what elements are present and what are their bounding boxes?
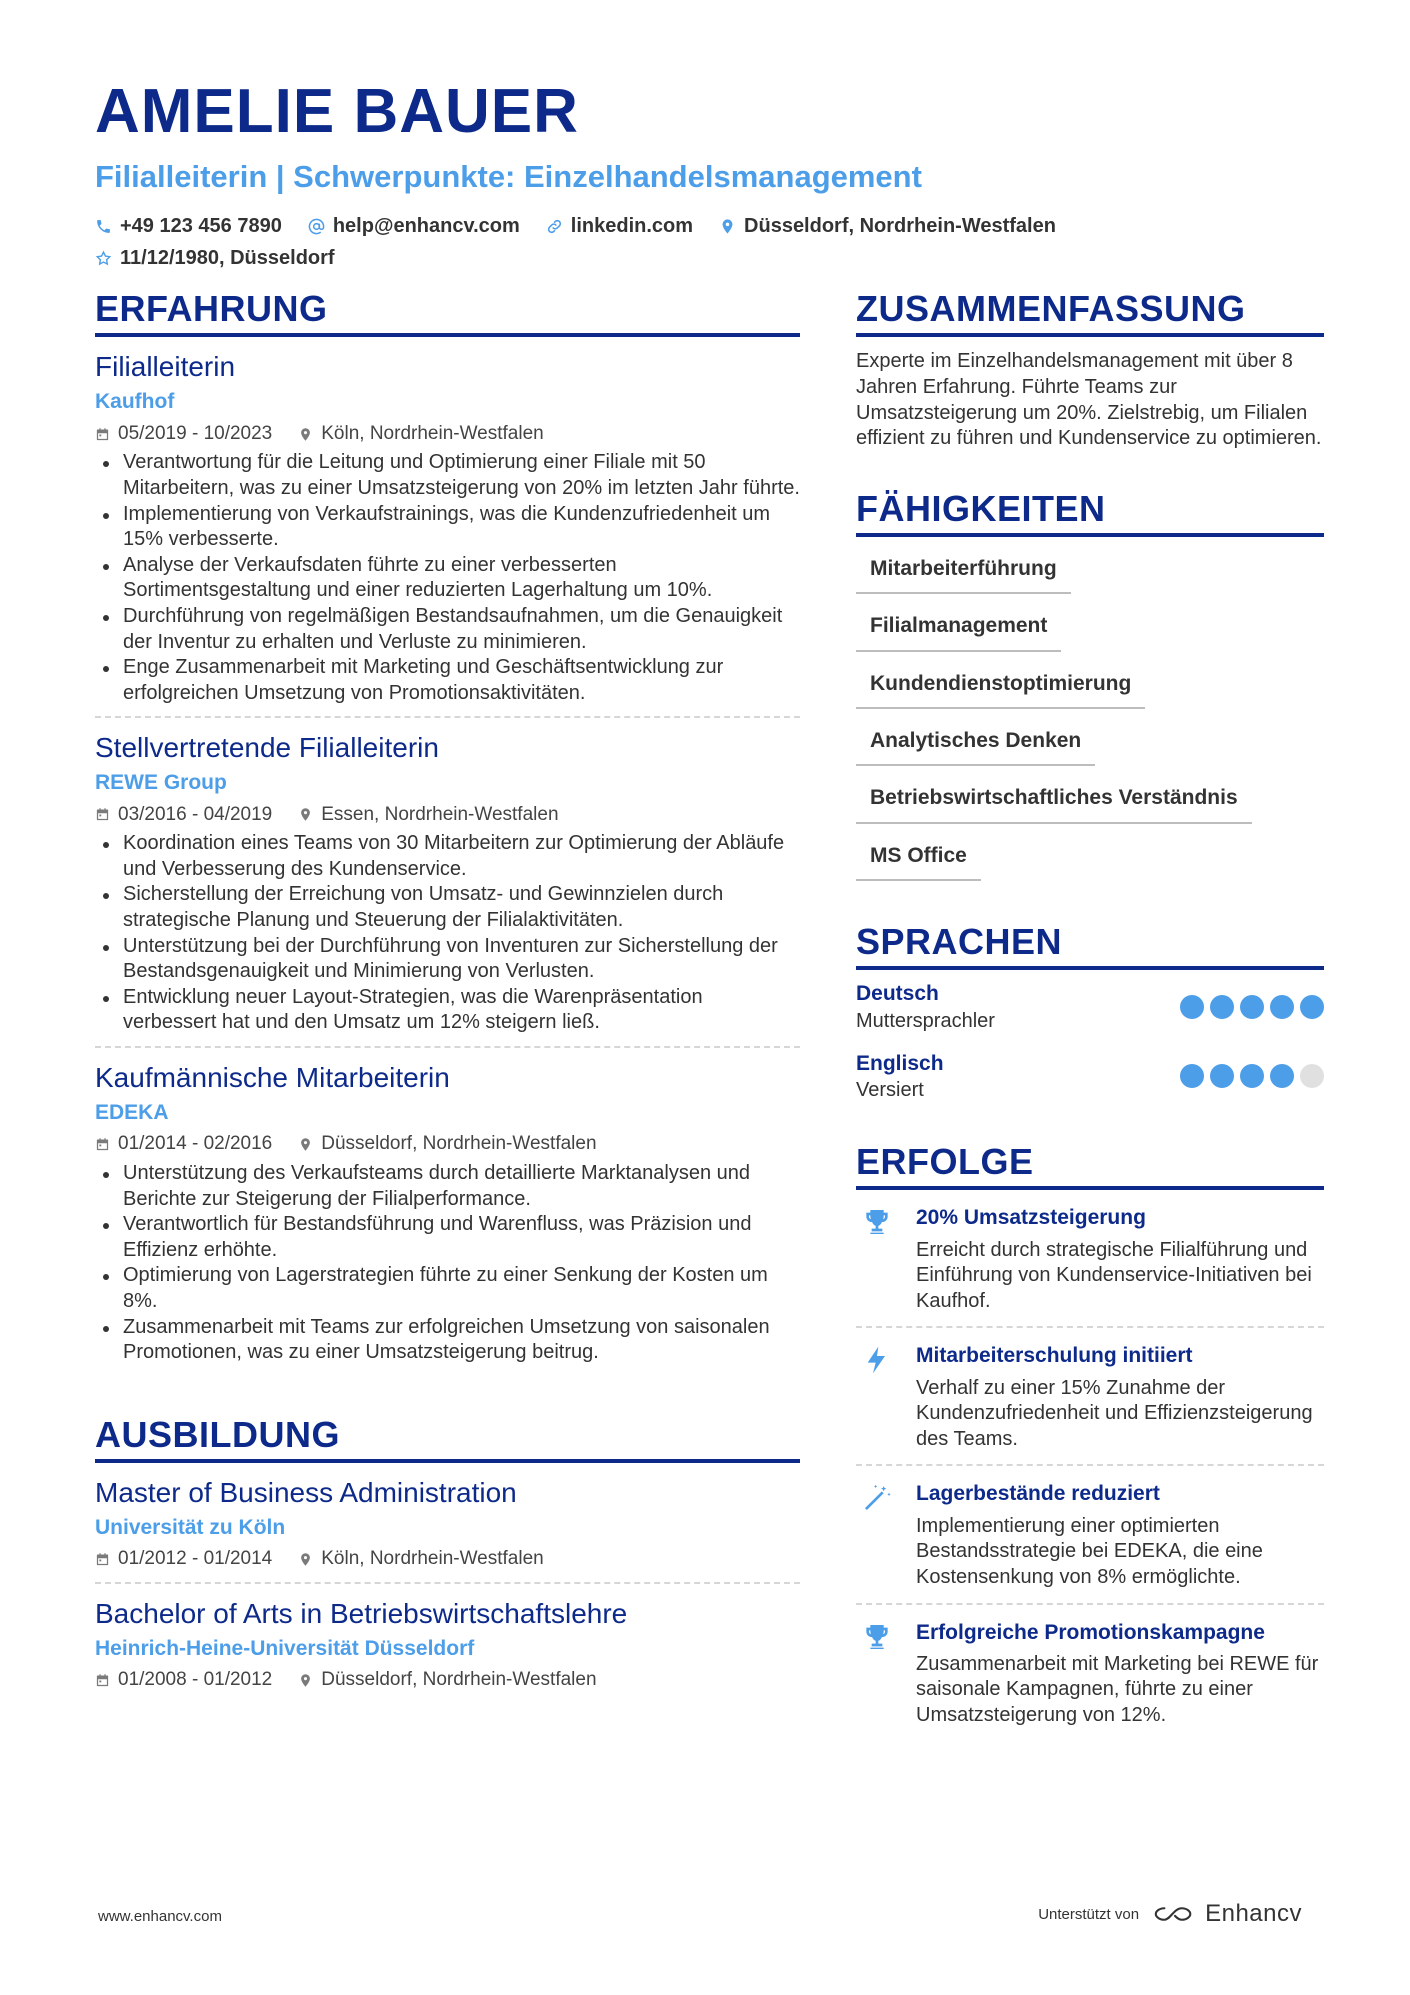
- job-title: Stellvertretende Filialleiterin: [95, 732, 439, 764]
- achievement-desc: Implementierung einer optimierten Bestandsstrategie bei EDEKA, die eine Kostensenkung von 8% ermöglichte.: [916, 1514, 1263, 1588]
- contact-list: [95, 213, 1315, 271]
- skill-tag: Betriebswirtschaftliches Verständnis: [856, 776, 1252, 823]
- footer-branding: [1038, 1900, 1302, 1928]
- bullet-item: Unterstützung bei der Durchführung von Inventuren zur Sicherstellung der Bestandsgenauigkeit und Minimierung von Verlusten.: [95, 934, 800, 985]
- achievement-desc: Verhalf zu einer 15% Zunahme der Kundenzufriedenheit und Effizienzsteigerung des Teams.: [916, 1376, 1313, 1450]
- bullet-item: Analyse der Verkaufsdaten führte zu einer verbesserten Sortimentsgestaltung und einer reduzierten Lagerhaltung um 10%.: [95, 553, 800, 604]
- candidate-headline: Filialleiterin | Schwerpunkte: Einzelhandelsmanagement: [95, 159, 922, 195]
- candidate-name: AMELIE BAUER: [95, 77, 579, 146]
- job-meta: [95, 803, 800, 828]
- achievement-item: [856, 1466, 1324, 1604]
- experience-entry: [95, 1048, 800, 1376]
- location-icon: [298, 807, 313, 822]
- language-level: Versiert: [856, 1078, 924, 1101]
- job-bullets: [95, 831, 800, 1036]
- contact-email-text: help@enhancv.com: [332, 215, 520, 238]
- experience-entry: [95, 718, 800, 1048]
- powered-by-text: Unterstützt von: [1038, 1905, 1140, 1923]
- education-meta: [95, 1668, 800, 1693]
- bullet-item: Entwicklung neuer Layout-Strategien, was die Warenpräsentation verbessert hat und den Umsatz um 12% steigern ließ.: [95, 985, 800, 1036]
- infinity-logo-icon: [1151, 1902, 1197, 1926]
- job-dates: 05/2019 - 10/2023: [118, 422, 273, 444]
- education-entry: [95, 1584, 800, 1703]
- achievement-title: 20% Umsatzsteigerung: [916, 1206, 1146, 1230]
- school-name: Universität zu Köln: [95, 1516, 286, 1540]
- bullet-item: Koordination eines Teams von 30 Mitarbeitern zur Optimierung der Abläufe und Verbesserung des Kundenservice.: [95, 831, 800, 882]
- degree-title: Bachelor of Arts in Betriebswirtschaftslehre: [95, 1598, 628, 1630]
- languages-section-title: SPRACHEN: [856, 921, 1324, 970]
- skill-tag: Kundendienstoptimierung: [856, 662, 1145, 709]
- rating-dot-filled: [1180, 995, 1204, 1019]
- achievement-desc: Erreicht durch strategische Filialführung und Einführung von Kundenservice-Initiativen bei Kaufhof.: [916, 1238, 1312, 1312]
- rating-dot-filled: [1210, 1064, 1234, 1088]
- skill-tag: Analytisches Denken: [856, 719, 1095, 766]
- job-dates: 01/2014 - 02/2016: [118, 1133, 273, 1155]
- contact-phone-text: +49 123 456 7890: [120, 215, 282, 238]
- achievement-title: Mitarbeiterschulung initiiert: [916, 1344, 1193, 1368]
- language-rating: [1180, 1064, 1324, 1088]
- language-item: [856, 1040, 1324, 1109]
- languages-section: [856, 921, 1324, 1109]
- language-rating: [1180, 995, 1324, 1019]
- rating-dot-filled: [1270, 995, 1294, 1019]
- contact-location: [719, 213, 1056, 239]
- enhancv-logo[interactable]: [1151, 1900, 1302, 1928]
- bullet-item: Optimierung von Lagerstrategien führte zu einer Senkung der Kosten um 8%.: [95, 1263, 800, 1314]
- summary-text: Experte im Einzelhandelsmanagement mit über 8 Jahren Erfahrung. Führte Teams zur Umsatzsteigerung um 20%. Zielstrebig, um Filialen effizient zu führen und Kundenservice zu optimieren.: [856, 350, 1322, 450]
- right-column: [856, 288, 1324, 1741]
- contact-linkedin[interactable]: [546, 213, 693, 239]
- phone-icon: [95, 218, 112, 235]
- job-bullets: [95, 450, 800, 706]
- contact-linkedin-text: linkedin.com: [570, 215, 694, 238]
- achievements-section-title: ERFOLGE: [856, 1141, 1324, 1190]
- calendar-icon: [95, 1552, 110, 1567]
- achievement-desc: Zusammenarbeit mit Marketing bei REWE für saisonale Kampagnen, führte zu einer Umsatzsteigerung von 12%.: [916, 1652, 1319, 1727]
- job-meta: [95, 422, 800, 447]
- education-dates: 01/2012 - 01/2014: [118, 1548, 273, 1570]
- skills-list: [856, 547, 1324, 891]
- language-item: [856, 970, 1324, 1039]
- job-meta: [95, 1132, 800, 1157]
- rating-dot-filled: [1240, 995, 1264, 1019]
- calendar-icon: [95, 1137, 110, 1152]
- location-icon: [298, 1137, 313, 1152]
- job-title: Kaufmännische Mitarbeiterin: [95, 1062, 450, 1094]
- star-icon: [95, 250, 112, 267]
- contact-birth-text: 11/12/1980, Düsseldorf: [120, 247, 335, 270]
- bullet-item: Zusammenarbeit mit Teams zur erfolgreichen Umsetzung von saisonalen Promotionen, was zu einer Umsatzsteigerung beitrug.: [95, 1315, 800, 1366]
- summary-section-title: ZUSAMMENFASSUNG: [856, 288, 1324, 337]
- contact-email[interactable]: [308, 213, 520, 239]
- location-icon: [719, 218, 736, 235]
- company-name: REWE Group: [95, 771, 227, 795]
- location-icon: [298, 427, 313, 442]
- calendar-icon: [95, 427, 110, 442]
- achievement-item: [856, 1605, 1324, 1741]
- language-level: Muttersprachler: [856, 1009, 995, 1032]
- left-column: [95, 288, 800, 1703]
- experience-entry: [95, 337, 800, 718]
- education-dates: 01/2008 - 01/2012: [118, 1669, 273, 1691]
- school-name: Heinrich-Heine-Universität Düsseldorf: [95, 1637, 475, 1661]
- education-section: [95, 1414, 800, 1703]
- degree-title: Master of Business Administration: [95, 1477, 517, 1509]
- achievements-section: [856, 1141, 1324, 1741]
- rating-dot-filled: [1240, 1064, 1264, 1088]
- skills-section-title: FÄHIGKEITEN: [856, 488, 1324, 537]
- bullet-item: Durchführung von regelmäßigen Bestandsaufnahmen, um die Genauigkeit der Inventur zu erhalten und Verluste zu minimieren.: [95, 604, 800, 655]
- bullet-item: Unterstützung des Verkaufsteams durch detaillierte Marktanalysen und Berichte zur Steigerung der Filialperformance.: [95, 1161, 800, 1212]
- contact-birth: [95, 245, 1315, 271]
- company-name: Kaufhof: [95, 390, 175, 414]
- calendar-icon: [95, 807, 110, 822]
- education-section-title: AUSBILDUNG: [95, 1414, 800, 1463]
- job-title: Filialleiterin: [95, 351, 236, 383]
- company-name: EDEKA: [95, 1101, 169, 1125]
- education-location: Düsseldorf, Nordrhein-Westfalen: [321, 1669, 597, 1691]
- language-name: Englisch: [856, 1051, 944, 1075]
- footer-website[interactable]: www.enhancv.com: [98, 1908, 222, 1925]
- job-location: Düsseldorf, Nordrhein-Westfalen: [321, 1133, 597, 1155]
- bullet-item: Verantwortung für die Leitung und Optimierung einer Filiale mit 50 Mitarbeitern, was zu einer Umsatzsteigerung von 20% im letzten Jahr führte.: [95, 450, 800, 501]
- achievement-title: Erfolgreiche Promotionskampagne: [916, 1620, 1265, 1644]
- skills-section: [856, 488, 1324, 891]
- resume-header: [95, 78, 1315, 271]
- job-dates: 03/2016 - 04/2019: [118, 803, 273, 825]
- experience-section-title: ERFAHRUNG: [95, 288, 800, 337]
- lightning-icon: [856, 1342, 898, 1452]
- bullet-item: Verantwortlich für Bestandsführung und Warenfluss, was Präzision und Effizienz erhöhte.: [95, 1212, 800, 1263]
- rating-dot-filled: [1180, 1064, 1204, 1088]
- at-icon: [308, 218, 325, 235]
- job-location: Köln, Nordrhein-Westfalen: [321, 422, 544, 444]
- rating-dot-filled: [1210, 995, 1234, 1019]
- rating-dot-filled: [1300, 995, 1324, 1019]
- brand-name: Enhancv: [1205, 1900, 1302, 1927]
- link-icon: [546, 218, 563, 235]
- bullet-item: Enge Zusammenarbeit mit Marketing und Geschäftsentwicklung zur erfolgreichen Umsetzung von Promotionsaktivitäten.: [95, 655, 800, 706]
- skill-tag: Filialmanagement: [856, 604, 1061, 651]
- location-icon: [298, 1552, 313, 1567]
- bullet-item: Sicherstellung der Erreichung von Umsatz- und Gewinnzielen durch strategische Planung und Steuerung der Filialaktivitäten.: [95, 882, 800, 933]
- education-meta: [95, 1547, 800, 1572]
- rating-dot-filled: [1270, 1064, 1294, 1088]
- trophy-icon: [856, 1204, 898, 1314]
- achievement-title: Lagerbestände reduziert: [916, 1482, 1160, 1506]
- trophy-icon: [856, 1619, 898, 1729]
- education-location: Köln, Nordrhein-Westfalen: [321, 1548, 544, 1570]
- achievement-item: [856, 1328, 1324, 1466]
- magic-wand-icon: [856, 1480, 898, 1590]
- skill-tag: Mitarbeiterführung: [856, 547, 1071, 594]
- achievement-item: [856, 1190, 1324, 1328]
- calendar-icon: [95, 1673, 110, 1688]
- skill-tag: MS Office: [856, 834, 981, 881]
- education-entry: [95, 1463, 800, 1584]
- language-name: Deutsch: [856, 982, 939, 1006]
- contact-phone[interactable]: [95, 213, 282, 239]
- contact-location-text: Düsseldorf, Nordrhein-Westfalen: [744, 215, 1056, 238]
- bullet-item: Implementierung von Verkaufstrainings, was die Kundenzufriedenheit um 15% verbesserte.: [95, 502, 800, 553]
- rating-dot-empty: [1300, 1064, 1324, 1088]
- job-location: Essen, Nordrhein-Westfalen: [321, 803, 559, 825]
- job-bullets: [95, 1161, 800, 1366]
- location-icon: [298, 1673, 313, 1688]
